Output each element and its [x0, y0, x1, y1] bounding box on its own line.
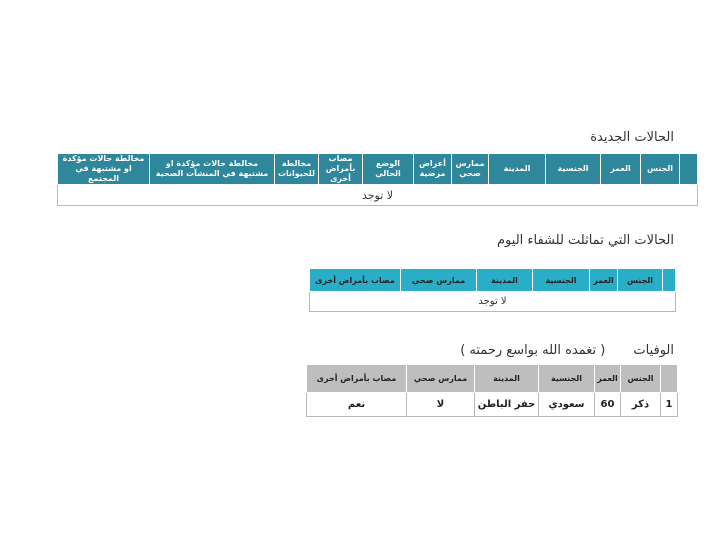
header-cell: ممارس صحي	[452, 154, 489, 185]
deaths-table	[306, 364, 678, 417]
table-cell: ذكر	[621, 393, 661, 417]
header-cell: الجنس	[621, 365, 661, 393]
header-cell: الجنسية	[546, 154, 601, 185]
deaths-title: الوفيات	[633, 343, 674, 358]
header-cell: أعراض مرضية	[414, 154, 452, 185]
header-cell: مصاب بأمراض أخرى	[310, 269, 401, 292]
empty-message: لا توجد	[310, 292, 676, 312]
empty-message: لا توجد	[58, 185, 698, 206]
header-cell	[663, 269, 676, 292]
recovering-title: الحالات التي تماثلت للشفاء اليوم	[497, 233, 674, 248]
header-cell: ممارس صحي	[407, 365, 475, 393]
new-cases-table	[57, 153, 698, 206]
table-header-row	[310, 269, 676, 292]
table-cell: لا	[407, 393, 475, 417]
table-row	[58, 185, 698, 206]
table-row	[310, 292, 676, 312]
header-cell: العمر	[595, 365, 621, 393]
header-cell: مصاب بأمراض أخرى	[307, 365, 407, 393]
header-cell: المدينة	[475, 365, 539, 393]
table-cell: نعم	[307, 393, 407, 417]
header-cell: الجنسية	[533, 269, 590, 292]
deaths-subtitle: ( تغمده الله بواسع رحمته )	[460, 343, 606, 358]
header-cell: المدينة	[489, 154, 546, 185]
new-cases-title: الحالات الجديدة	[590, 130, 674, 145]
header-cell: المدينة	[477, 269, 533, 292]
header-cell: مصاب بأمراض أخرى	[319, 154, 363, 185]
header-cell	[680, 154, 698, 185]
table-cell: 1	[661, 393, 678, 417]
deaths-title-row	[460, 343, 674, 358]
table-header-row	[58, 154, 698, 185]
table-header-row	[307, 365, 678, 393]
header-cell	[661, 365, 678, 393]
table-cell: سعودي	[539, 393, 595, 417]
header-cell: الجنس	[618, 269, 663, 292]
header-cell: الجنس	[641, 154, 680, 185]
recovering-table	[309, 268, 676, 312]
table-cell: 60	[595, 393, 621, 417]
header-cell: العمر	[590, 269, 618, 292]
header-cell: مخالطة حالات مؤكدة او مشتبهة في المنشآت الصحية	[150, 154, 275, 185]
header-cell: مخالطة حالات مؤكدة او مشتبهة في المجتمع	[58, 154, 150, 185]
table-row	[307, 393, 678, 417]
table-cell: حفر الباطن	[475, 393, 539, 417]
header-cell: الجنسية	[539, 365, 595, 393]
header-cell: الوضع الحالي	[363, 154, 414, 185]
header-cell: ممارس صحي	[401, 269, 477, 292]
header-cell: مخالطة للحيوانات	[275, 154, 319, 185]
header-cell: العمر	[601, 154, 641, 185]
